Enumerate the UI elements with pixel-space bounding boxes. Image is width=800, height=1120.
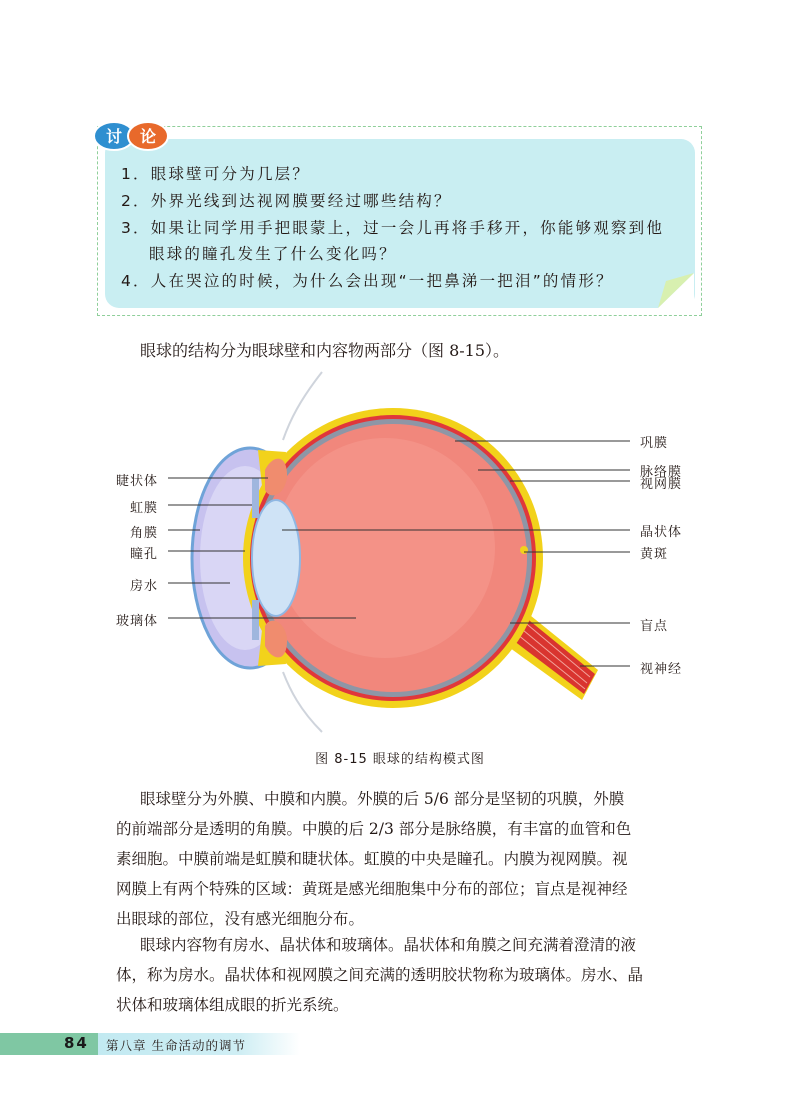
paragraph-1-line: 出眼球的部位，没有感光细胞分布。: [116, 910, 365, 928]
question-3-continued: 眼球的瞳孔发生了什么变化吗？: [149, 245, 397, 263]
intro-text: 眼球的结构分为眼球壁和内容物两部分（图 8-15）。: [140, 341, 510, 360]
label-vitreous-body: 玻璃体: [116, 614, 159, 629]
paragraph-1-line: 的前端部分是透明的角膜。中膜的后 2/3 部分是脉络膜，有丰富的血管和色: [116, 820, 632, 838]
paragraph-1-line: 网膜上有两个特殊的区域：黄斑是感光细胞集中分布的部位；盲点是视神经: [116, 880, 628, 898]
discussion-badge: [92, 119, 172, 153]
label-ciliary-body: 睫状体: [116, 474, 159, 489]
paragraph-2-line: 眼球内容物有房水、晶状体和玻璃体。晶状体和角膜之间充满着澄清的液: [140, 936, 637, 954]
page-number: 84: [64, 1034, 89, 1052]
label-blind-spot: 盲点: [640, 619, 669, 634]
label-iris: 虹膜: [130, 501, 159, 516]
label-pupil: 瞳孔: [130, 547, 159, 562]
paragraph-2-line: 状体和玻璃体组成眼的折光系统。: [116, 996, 349, 1014]
label-aqueous-humor: 房水: [130, 579, 159, 594]
badge-char-1: 讨: [105, 127, 123, 146]
question-2: 2．外界光线到达视网膜要经过哪些结构？: [121, 192, 452, 210]
question-1: 1．眼球壁可分为几层？: [121, 165, 311, 183]
label-lens: 晶状体: [640, 525, 683, 540]
label-macula: 黄斑: [640, 547, 669, 562]
question-3: 3．如果让同学用手把眼蒙上，过一会儿再将手移开，你能够观察到他: [121, 219, 665, 237]
eye-diagram: [0, 360, 800, 750]
paragraph-1-line: 眼球壁分为外膜、中膜和内膜。外膜的后 5/6 部分是坚韧的巩膜，外膜: [140, 790, 625, 808]
badge-char-2: 论: [139, 127, 157, 146]
label-optic-nerve: 视神经: [640, 662, 683, 677]
question-4: 4．人在哭泣的时候，为什么会出现“一把鼻涕一把泪”的情形？: [121, 272, 614, 290]
chapter-title: 第八章 生命活动的调节: [106, 1038, 246, 1053]
label-cornea: 角膜: [130, 526, 159, 541]
paragraph-1-line: 素细胞。中膜前端是虹膜和睫状体。虹膜的中央是瞳孔。内膜为视网膜。视: [116, 850, 628, 868]
label-choroid: 脉络膜: [640, 465, 683, 480]
paragraph-2: [116, 930, 716, 1020]
page-fold-icon: [658, 273, 694, 308]
label-retina: 视网膜: [640, 477, 683, 492]
label-sclera: 巩膜: [640, 436, 669, 451]
paragraph-1: [116, 784, 716, 934]
paragraph-2-line: 体，称为房水。晶状体和视网膜之间充满的透明胶状物称为玻璃体。房水、晶: [116, 966, 644, 984]
figure-caption: 图 8-15 眼球的结构模式图: [315, 752, 485, 767]
